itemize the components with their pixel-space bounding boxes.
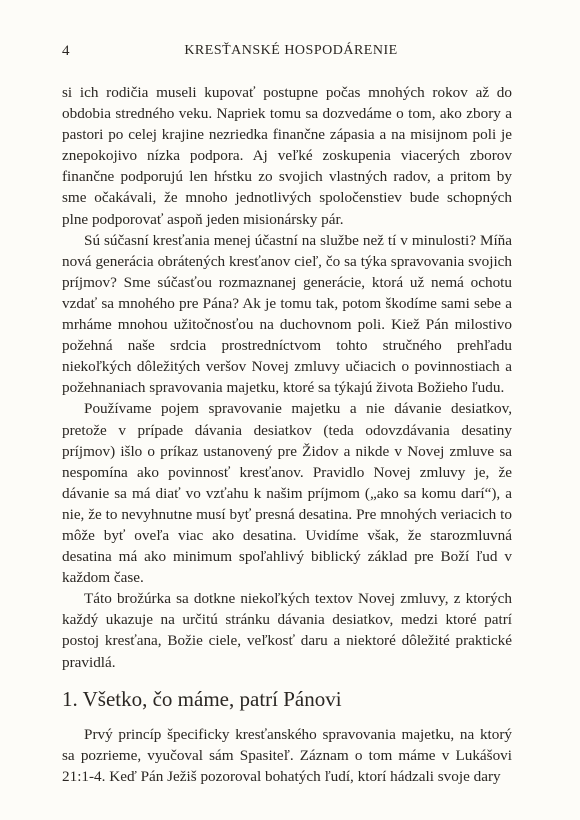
paragraph: Sú súčasní kresťania menej účastní na službe než tí v minulosti? Míňa nová generácia obrátených kresťanov cieľ, čo sa týka spravovania svojich príjmov? Sme súčasťou rozmaznanej generácie, ktorá už nemá ochotu vzdať sa mnohého pre Pána? Ak je tomu tak, potom škodíme sami sebe a mrháme mnohou užitočnosťou na duchovnom poli. Kiež Pán milostivo požehná naše srdcia prostredníctvom tohto stručného prehľadu niekoľkých dôležitých veršov Novej zmluvy učiacich o povinnostiach a požehnaniach spravovania majetku, ktoré sa týkajú života Božieho ľudu. — [62, 231, 512, 397]
page-number: 4 — [62, 43, 70, 59]
paragraph: si ich rodičia museli kupovať postupne počas mnohých rokov až do obdobia stredného veku. Napriek tomu sa dozvedáme o tom, ako zbory a pastori po celej krajine nezriedka finančne zápasia a na misijnom poli je znepokojivo nízka podpora. Aj veľké zoskupenia viacerých zborov finančne podporujú len hŕstku zo svojich vlastných radov, a pritom by sme očakávali, že mnoho jednotlivých spoločenstiev bude schopných plne podporovať aspoň jeden misionársky pár. — [62, 84, 512, 228]
paragraph: Používame pojem spravovanie majetku a nie dávanie desiatkov, pretože v prípade dávania desiatkov (teda odovzdávania desatiny príjmov) išlo o príkaz ustanovený pre Židov a nikde v Novej zmluve sa nespomína ako povinnosť kresťanov. Pravidlo Novej zmluvy je, že dávanie sa má diať vo vzťahu k našim príjmom („ako sa komu darí“), a nie, že to nevyhnutne musí byť presná desatina. Pre mnohých veriacich to môže byť oveľa viac ako desatina. Uvidíme však, že starozmluvná desatina má ako minimum spoľahlivý biblický základ pre Boží ľud v každom čase. — [62, 400, 512, 587]
section-heading: 1. Všetko, čo máme, patrí Pánovi — [62, 686, 342, 711]
paragraph: Táto brožúrka sa dotkne niekoľkých textov Novej zmluvy, z ktorých každý ukazuje na určitú stránku dávania desiatkov, medzi ktoré patrí postoj kresťana, Božie ciele, veľkosť daru a niektoré dôležité praktické pravidlá. — [62, 590, 512, 671]
page-header — [62, 43, 520, 65]
running-title: KRESŤANSKÉ HOSPODÁRENIE — [184, 43, 398, 58]
paragraph: Prvý princíp špecificky kresťanského spravovania majetku, na ktorý sa pozrieme, vyučoval sám Spasiteľ. Záznam o tom máme v Lukášovi 21:1-4. Keď Pán Ježiš pozoroval bohatých ľudí, ktorí hádzali svoje dary — [62, 725, 512, 785]
page-body — [62, 82, 512, 787]
